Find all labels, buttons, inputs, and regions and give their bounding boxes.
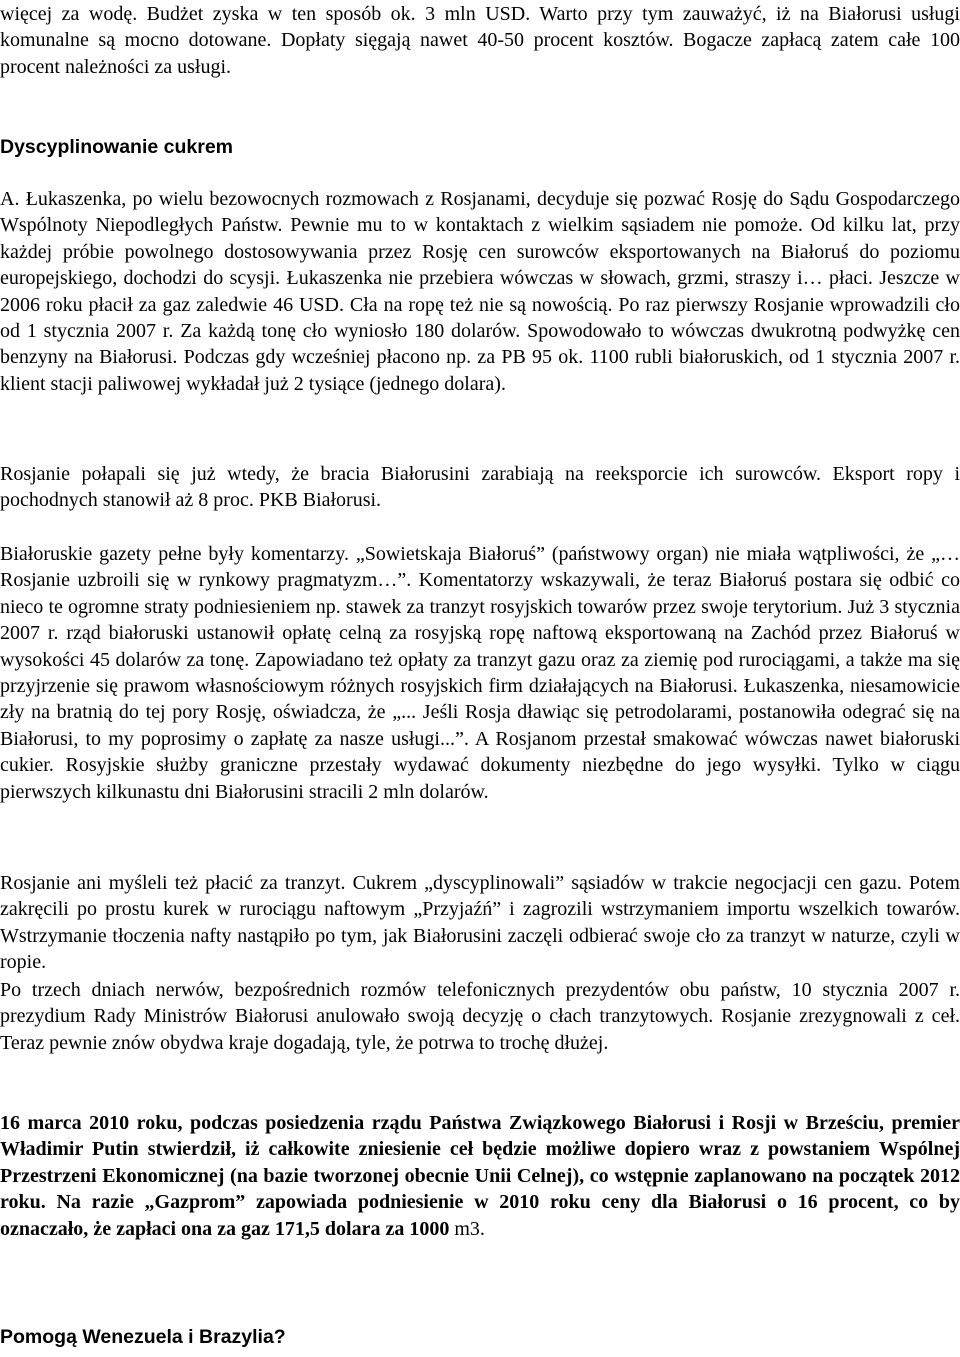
paragraph-2: Rosjanie połapali się już wtedy, że bracia Białorusini zarabiają na reeksporcie ich surowców. Eksport ropy i pochodnych stanowił aż 8 proc. PKB Białorusi. xyxy=(0,463,960,512)
paragraph-3: Białoruskie gazety pełne były komentarzy. „Sowietskaja Białoruś” (państwowy organ) nie miała wątpliwości, że „…Rosjanie uzbroili się w rynkowy pragmatyzm…”. Komentatorzy wskazywali, że teraz Białoruś postara się odbić co nieco te ogromne straty podniesieniem np. stawek za tranzyt rosyjskich towarów przez swoje terytorium. Już 3 stycznia 2007 r. rząd białoruski ustanowił opłatę celną za rosyjską ropę naftową eksportowaną na Zachód przez Białoruś w wysokości 45 dolarów za tonę. Zapowiadano też opłaty za tranzyt gazu oraz za ziemię pod rurociągami, a także ma się przyjrzenie się prawom własnościowym różnych rosyjskich firm działających na Białorusi. Łukaszenka, niesamowicie zły na bratnią do tej pory Rosję, oświadcza, że „... Jeśli Rosja dławiąc się petrodolarami, postanowiła odegrać się na Białorusi, to my poprosimy o zapłatę za nasze usługi...”. A Rosjanom przestał smakować wówczas nawet białoruski cukier. Rosyjskie służby graniczne przestały wydawać dokumenty niezbędne do jego wysyłki. Tylko w ciągu pierwszych kilkunastu dni Białorusini stracili 2 mln dolarów. xyxy=(0,543,960,803)
bold-paragraph-text: 16 marca 2010 roku, podczas posiedzenia rządu Państwa Związkowego Białorusi i Rosji w Brześciu, premier Władimir Putin stwierdził, iż całkowite zniesienie ceł będzie możliwe dopiero wraz z powstaniem Wspólnej Przestrzeni Ekonomicznej (na bazie tworzonej obecnie Unii Celnej), co wstępnie zaplanowano na początek 2012 roku. Na razie „Gazprom” zapowiada podniesienie w 2010 roku ceny dla Białorusi o 16 procent, co by oznaczało, że zapłaci ona za gaz 171,5 dolara za 1000 xyxy=(0,1112,960,1240)
final-heading: Pomogą Wenezuela i Brazylia? xyxy=(0,1326,286,1348)
bold-paragraph xyxy=(0,1110,960,1242)
paragraph-1: A. Łukaszenka, po wielu bezowocnych rozmowach z Rosjanami, decyduje się pozwać Rosję do Sądu Gospodarczego Wspólnoty Niepodległych Państw. Pewnie mu to w kontaktach z wielkim sąsiadem nie pomoże. Od kilku lat, przy każdej próbie powolnego dostosowywania przez Rosję cen surowców eksportowanych na Białoruś do poziomu europejskiego, dochodzi do scysji. Łukaszenka nie przebiera wówczas w słowach, grzmi, straszy i… płaci. Jeszcze w 2006 roku płacił za gaz zaledwie 46 USD. Cła na ropę też nie są nowością. Po raz pierwszy Rosjanie wprowadzili cło od 1 stycznia 2007 r. Za każdą tonę cło wyniosło 180 dolarów. Spowodowało to wówczas dwukrotną podwyżkę cen benzyny na Białorusi. Podczas gdy wcześniej płacono np. za PB 95 ok. 1100 rubli białoruskich, od 1 stycznia 2007 r. klient stacji paliwowej wykładał już 2 tysiące (jednego dolara). xyxy=(0,188,960,395)
intro-paragraph: więcej za wodę. Budżet zyska w ten sposób ok. 3 mln USD. Warto przy tym zauważyć, iż na Białorusi usługi komunalne są mocno dotowane. Dopłaty sięgają nawet 40-50 procent kosztów. Bogacze zapłacą zatem całe 100 procent należności za usługi. xyxy=(0,3,960,78)
bold-paragraph-unit: m3. xyxy=(449,1217,485,1240)
section-heading: Dyscyplinowanie cukrem xyxy=(0,136,234,158)
paragraph-4: Rosjanie ani myśleli też płacić za tranzyt. Cukrem „dyscyplinowali” sąsiadów w trakcie negocjacji cen gazu. Potem zakręcili po prostu kurek w rurociągu naftowym „Przyjaźń” i zagrozili wstrzymaniem importu wszelkich towarów. Wstrzymanie tłoczenia nafty nastąpiło po tym, jak Białorusini zaczęli odbierać swoje cło za tranzyt w naturze, czyli w ropie. xyxy=(0,872,960,974)
paragraph-5: Po trzech dniach nerwów, bezpośrednich rozmów telefonicznych prezydentów obu państw, 10 stycznia 2007 r. prezydium Rady Ministrów Białorusi anulowało swoją decyzję o cłach tranzytowych. Rosjanie zrezygnowali z ceł. Teraz pewnie znów obydwa kraje dogadają, tyle, że potrwa to trochę dłużej. xyxy=(0,979,960,1054)
